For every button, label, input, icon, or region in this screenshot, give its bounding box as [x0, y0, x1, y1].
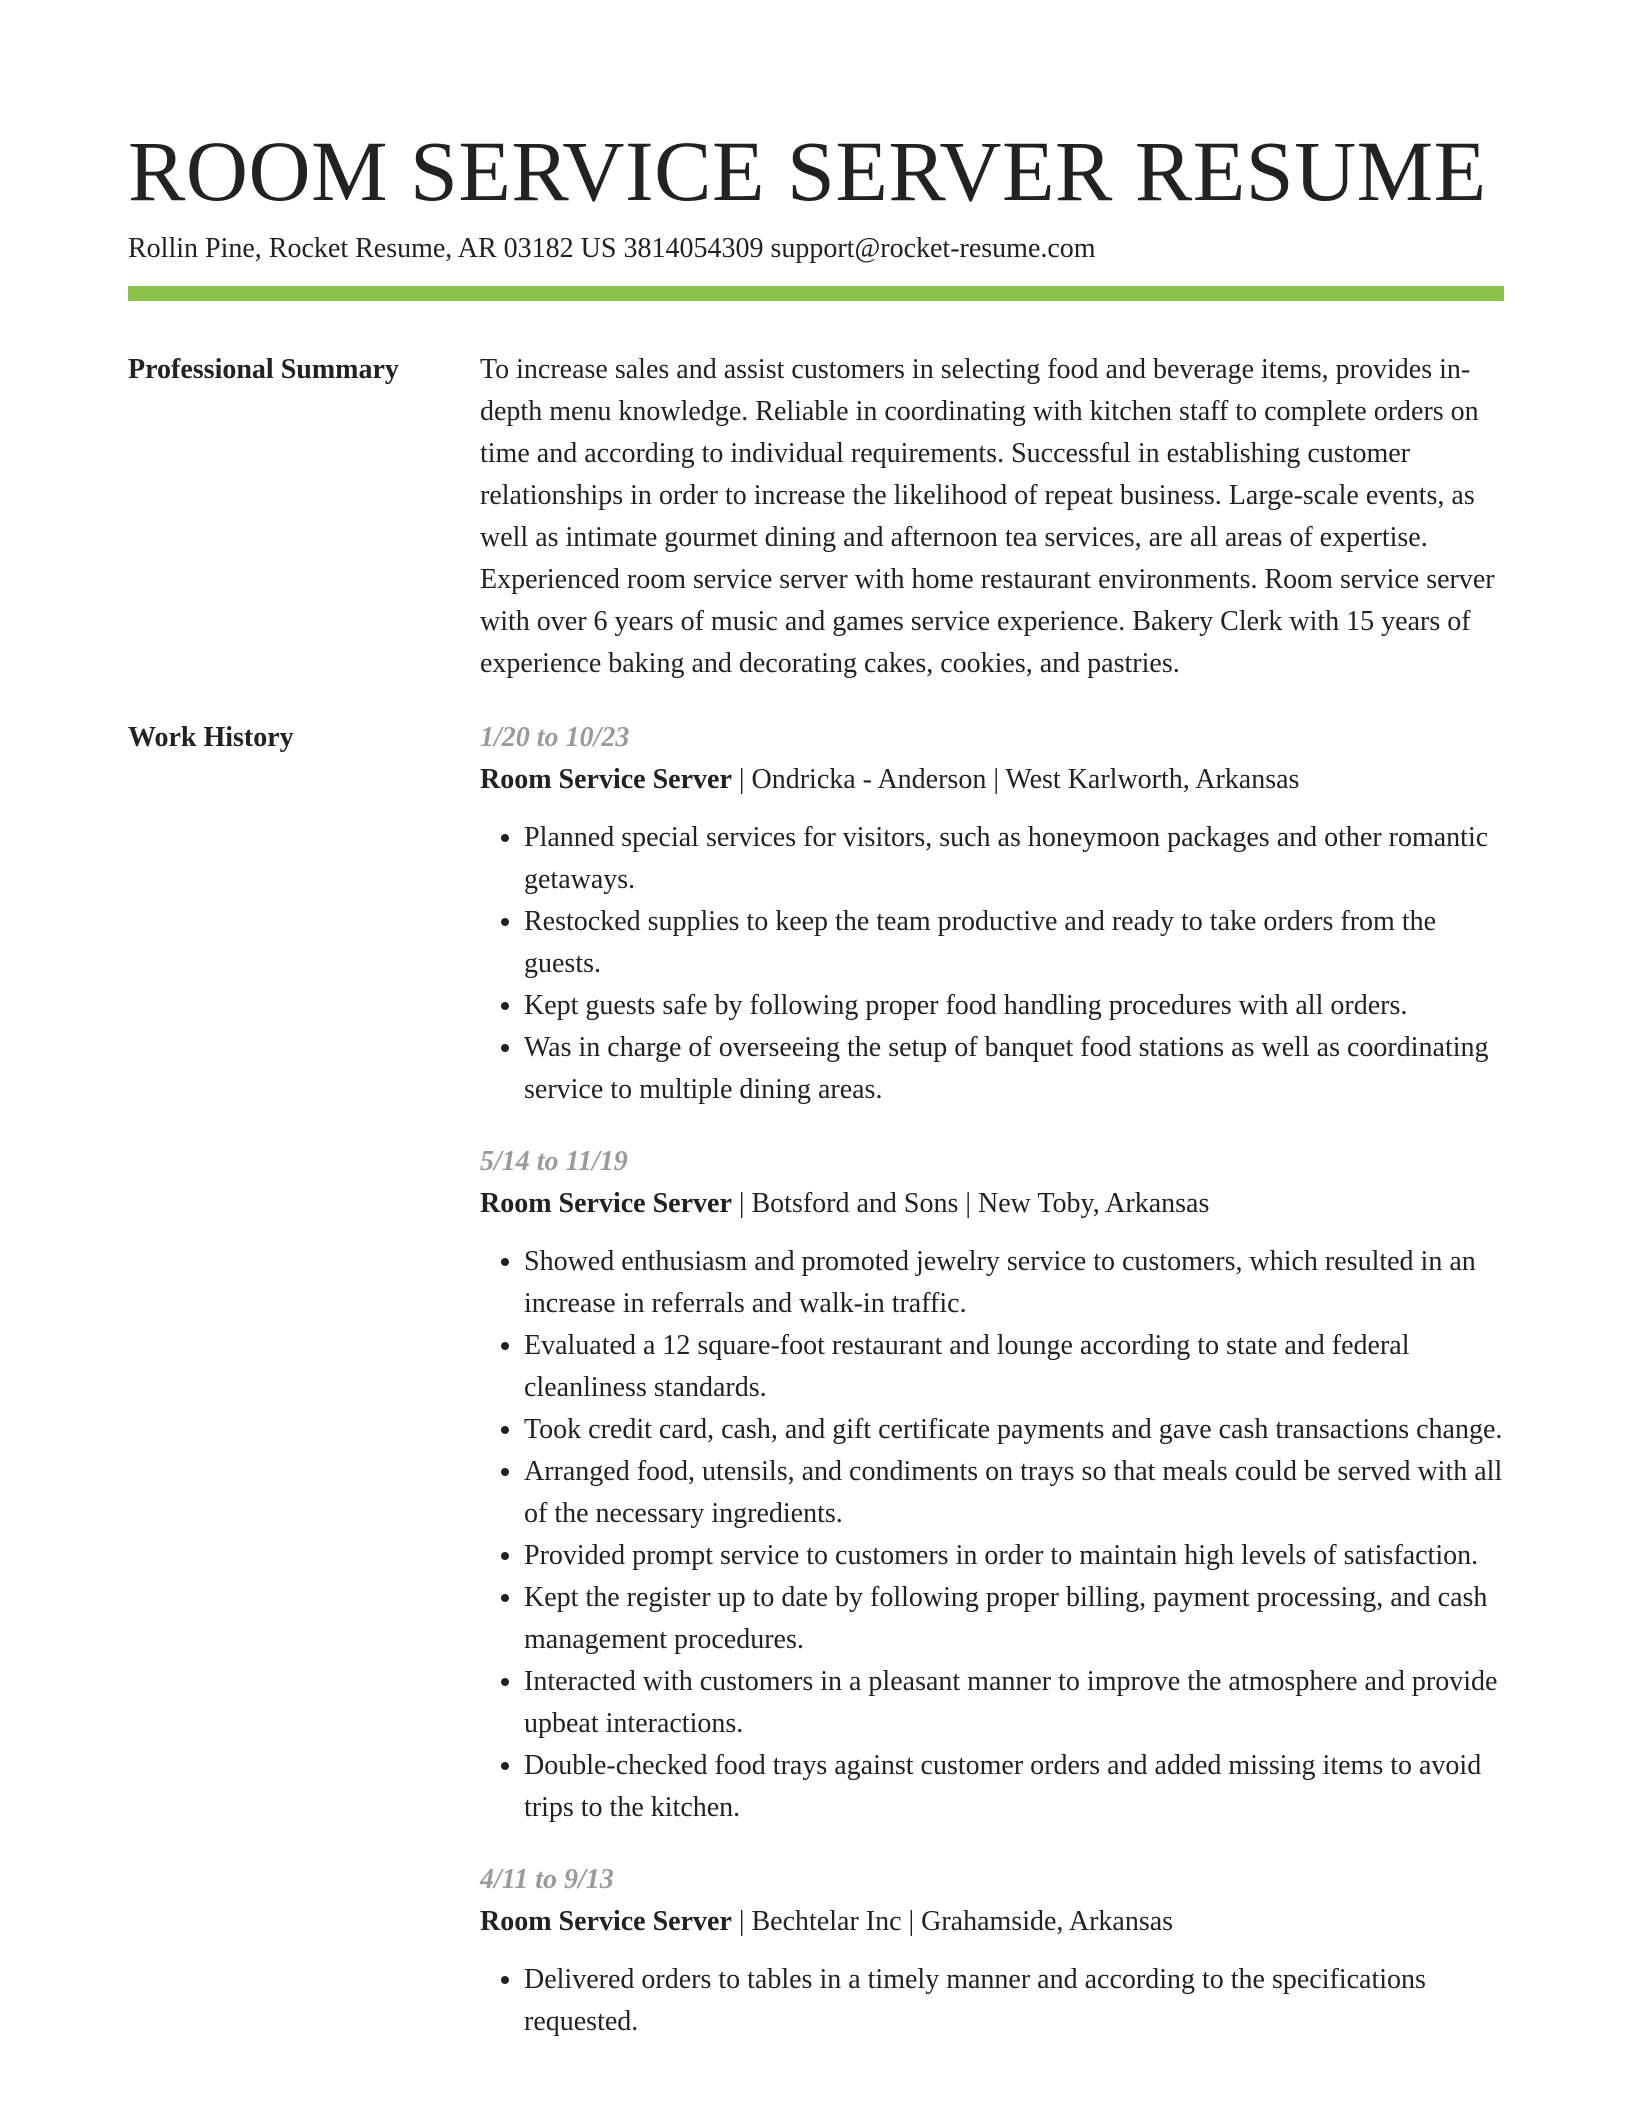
job-company-location: | Ondricka - Anderson | West Karlworth, Arkansas [731, 764, 1300, 795]
job-company-location: | Botsford and Sons | New Toby, Arkansas [731, 1188, 1210, 1219]
job-bullets [480, 1959, 1504, 2043]
job-bullet: • Interacted with customers in a pleasant manner to improve the atmosphere and provide upbeat interactions. [524, 1661, 1504, 1745]
resume-title: ROOM SERVICE SERVER RESUME [128, 123, 1487, 219]
job-dates: 1/20 to 10/23 [480, 722, 630, 753]
contact-line: Rollin Pine, Rocket Resume, AR 03182 US 3814054309 support@rocket-resume.com [128, 233, 1096, 264]
job-bullet: • Arranged food, utensils, and condiments on trays so that meals could be served with all of the necessary ingredients. [524, 1451, 1504, 1535]
job-dates: 4/11 to 9/13 [480, 1864, 614, 1895]
job-title: Room Service Server [480, 1906, 732, 1937]
job-entry [480, 1859, 1504, 2043]
job-bullet: • Took credit card, cash, and gift certificate payments and gave cash transactions change. [524, 1409, 1504, 1451]
job-title: Room Service Server [480, 1188, 732, 1219]
job-bullet: • Kept the register up to date by following proper billing, payment processing, and cash management procedures. [524, 1577, 1504, 1661]
job-bullet: • Showed enthusiasm and promoted jewelry service to customers, which resulted in an increase in referrals and walk-in traffic. [524, 1241, 1504, 1325]
job-bullet: • Provided prompt service to customers in order to maintain high levels of satisfaction. [524, 1535, 1504, 1577]
job-entry [480, 1141, 1504, 1829]
job-bullet: • Delivered orders to tables in a timely manner and according to the specifications requested. [524, 1959, 1504, 2043]
accent-divider [128, 286, 1504, 301]
job-heading [480, 759, 1504, 801]
job-entry [480, 717, 1504, 1111]
job-title: Room Service Server [480, 764, 732, 795]
job-bullet: • Kept guests safe by following proper food handling procedures with all orders. [524, 985, 1504, 1027]
job-bullets [480, 1241, 1504, 1829]
job-company-location: | Bechtelar Inc | Grahamside, Arkansas [731, 1906, 1174, 1937]
summary-text: To increase sales and assist customers in selecting food and beverage items, provides in-depth menu knowledge. Reliable in coordinating with kitchen staff to complete orders on time and according to individual requirements. Successful in establishing customer relationships in order to increase the likelihood of repeat business. Large-scale events, as well as intimate gourmet dining and afternoon tea services, are all areas of expertise. Experienced room service server with home restaurant environments. Room service server with over 6 years of music and games service experience. Bakery Clerk with 15 years of experience baking and decorating cakes, cookies, and pastries. [480, 354, 1495, 679]
work-history-body [480, 717, 1504, 2073]
work-history-label: Work History [128, 722, 294, 753]
job-heading [480, 1901, 1504, 1943]
job-bullet: • Restocked supplies to keep the team productive and ready to take orders from the guests. [524, 901, 1504, 985]
job-bullet: • Was in charge of overseeing the setup of banquet food stations as well as coordinating service to multiple dining areas. [524, 1027, 1504, 1111]
job-bullet: • Planned special services for visitors, such as honeymoon packages and other romantic getaways. [524, 817, 1504, 901]
summary-label: Professional Summary [128, 354, 399, 385]
summary-body [480, 349, 1504, 685]
job-heading [480, 1183, 1504, 1225]
job-dates: 5/14 to 11/19 [480, 1146, 628, 1177]
job-bullet: • Double-checked food trays against customer orders and added missing items to avoid trips to the kitchen. [524, 1745, 1504, 1829]
job-bullet: • Evaluated a 12 square-foot restaurant and lounge according to state and federal cleanliness standards. [524, 1325, 1504, 1409]
job-bullets [480, 817, 1504, 1111]
